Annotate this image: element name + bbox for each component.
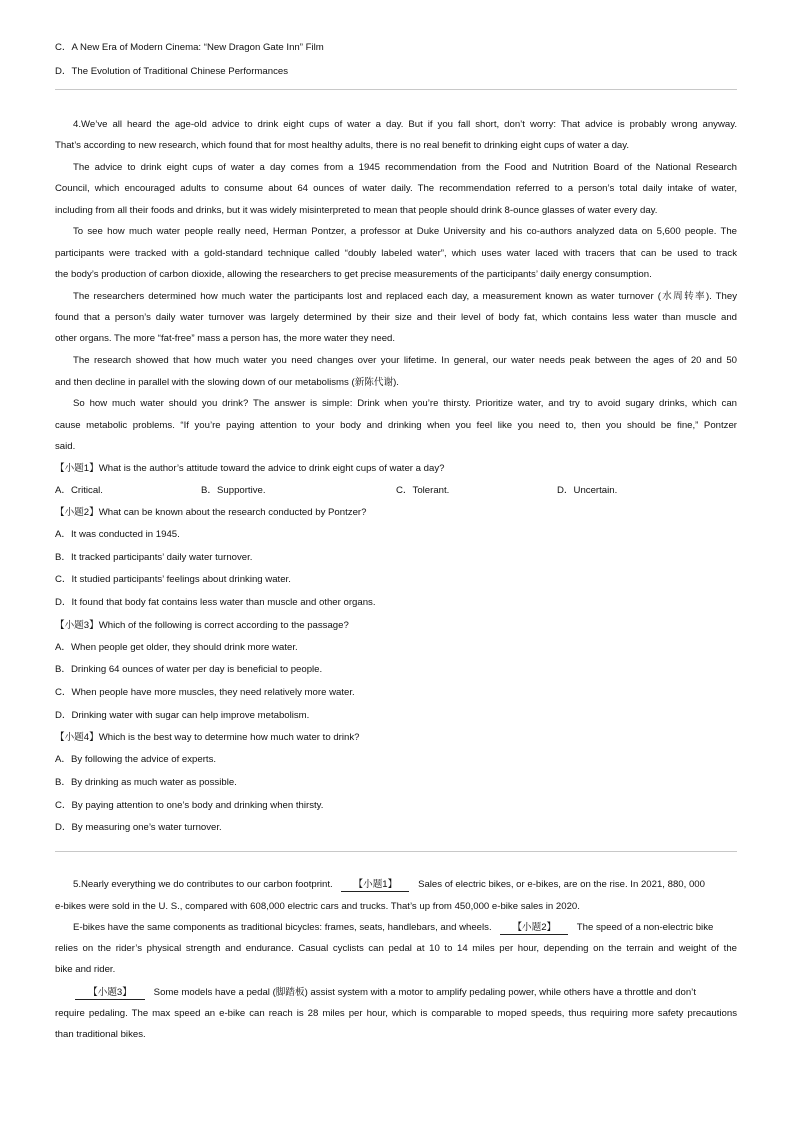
paragraph-line: Council, which encouraged adults to consume about 64 ounces of water daily. The recommendation referred to a person’s total daily intake of water,: [55, 183, 737, 194]
previous-option-c: C．A New Era of Modern Cinema: “New Dragon Gate Inn” Film: [55, 42, 324, 53]
paragraph-text: Sales of electric bikes, or e-bikes, are on the rise. In 2021, 880, 000: [418, 879, 705, 890]
paragraph-line: other organs. The more “fat-free” mass a person has, the more water they need.: [55, 333, 396, 344]
answer-option-a[interactable]: A．Critical.: [55, 485, 103, 496]
paragraph-line: 4.We’ve all heard the age-old advice to drink eight cups of water a day. But if you fall short, don’t worry: That advice is probably wrong anyway.: [73, 119, 737, 130]
answer-option-a[interactable]: A．By following the advice of experts.: [55, 754, 217, 765]
paragraph-line: bike and rider.: [55, 964, 116, 975]
answer-option-a[interactable]: A．It was conducted in 1945.: [55, 529, 180, 540]
answer-option-d[interactable]: D．By measuring one’s water turnover.: [55, 822, 222, 833]
paragraph-line: relies on the rider’s physical strength and endurance. Casual cyclists can pedal at 10 to 14 miles per hour, depending on the terrain and weight of the: [55, 943, 737, 954]
answer-option-d[interactable]: D．Drinking water with sugar can help improve metabolism.: [55, 710, 310, 721]
previous-option-d: D．The Evolution of Traditional Chinese Performances: [55, 66, 289, 77]
answer-option-d[interactable]: D．Uncertain.: [557, 485, 618, 496]
section-divider: [55, 89, 737, 90]
paragraph-line: To see how much water people really need, Herman Pontzer, a professor at Duke University and his co-authors analyzed data on 5,600 people. The: [73, 226, 737, 237]
answer-blank-1[interactable]: 【小题1】: [341, 879, 409, 892]
paragraph-line: The researchers determined how much water the participants lost and replaced each day, a measurement known as water turnover (水周转率). They: [73, 291, 737, 302]
paragraph-line: including from all their foods and drinks, but it was widely misinterpreted to mean that people should drink 8-ounce glasses of water every day.: [55, 205, 658, 216]
question-stem: 【小题1】What is the author’s attitude toward the advice to drink eight cups of water a day?: [55, 463, 445, 474]
question-stem: 【小题2】What can be known about the research conducted by Pontzer?: [55, 507, 367, 518]
paragraph-line: found that a person’s daily water turnover was largely determined by their size and their level of body fat, which contains less water than muscle and: [55, 312, 737, 323]
question-stem: 【小题3】Which of the following is correct according to the passage?: [55, 620, 349, 631]
answer-option-d[interactable]: D．It found that body fat contains less water than muscle and other organs.: [55, 597, 376, 608]
paragraph-line: said.: [55, 441, 76, 452]
paragraph-line: and then decline in parallel with the slowing down of our metabolisms (新陈代谢).: [55, 377, 399, 388]
paragraph-line: The advice to drink eight cups of water a day comes from a 1945 recommendation from the Food and Nutrition Board of the National Research: [73, 162, 737, 173]
answer-blank-2[interactable]: 【小题2】: [500, 922, 568, 935]
answer-option-b[interactable]: B．Drinking 64 ounces of water per day is beneficial to people.: [55, 664, 323, 675]
paragraph-line: [73, 879, 737, 892]
paragraph-line: e-bikes were sold in the U. S., compared with 608,000 electric cars and trucks. That’s up from 450,000 e-bike sales in 2020.: [55, 901, 580, 912]
answer-option-b[interactable]: B．By drinking as much water as possible.: [55, 777, 237, 788]
paragraph-line: [73, 922, 737, 935]
answer-option-c[interactable]: C．Tolerant.: [396, 485, 450, 496]
section-divider: [55, 851, 737, 852]
answer-option-b[interactable]: B．Supportive.: [201, 485, 266, 496]
answer-option-c[interactable]: C．When people have more muscles, they need relatively more water.: [55, 687, 355, 698]
paragraph-line: That’s according to new research, which found that for most healthy adults, there is no real benefit to drinking eight cups of water a day.: [55, 140, 629, 151]
paragraph-text: E-bikes have the same components as traditional bicycles: frames, seats, handlebars, and wheels.: [73, 922, 492, 933]
paragraph-line: the body’s production of carbon dioxide, allowing the researchers to get precise measurements of the participants’ daily energy consumption.: [55, 269, 652, 280]
answer-option-c[interactable]: C．It studied participants’ feelings about drinking water.: [55, 574, 291, 585]
answer-option-c[interactable]: C．By paying attention to one’s body and drinking when thirsty.: [55, 800, 324, 811]
answer-option-b[interactable]: B．It tracked participants’ daily water turnover.: [55, 552, 253, 563]
paragraph-line: than traditional bikes.: [55, 1029, 146, 1040]
paragraph-line: So how much water should you drink? The answer is simple: Drink when you’re thirsty. Prioritize water, and try to avoid sugary drinks, which can: [73, 398, 737, 409]
paragraph-line: The research showed that how much water you need changes over your lifetime. In general, our water needs peak between the ages of 20 and 50: [73, 355, 737, 366]
paragraph-line: cause metabolic problems. “If you’re paying attention to your body and drinking when you feel like you need to, then you should be fine,” Pontzer: [55, 420, 737, 431]
paragraph-text: The speed of a non-electric bike: [576, 922, 714, 933]
paragraph-line: [75, 987, 737, 1000]
answer-option-a[interactable]: A．When people get older, they should drink more water.: [55, 642, 298, 653]
paragraph-line: require pedaling. The max speed an e-bike can reach is 28 miles per hour, which is comparable to moped speeds, thus requiring more safety precautions: [55, 1008, 737, 1019]
paragraph-text: Some models have a pedal (脚踏板) assist system with a motor to amplify pedaling power, while others have a throttle and don’t: [153, 987, 696, 998]
paragraph-line: participants were tracked with a gold-standard technique called “doubly labeled water”, which uses water laced with tracers that can be used to track: [55, 248, 737, 259]
question-stem: 【小题4】Which is the best way to determine how much water to drink?: [55, 732, 360, 743]
paragraph-text: 5.Nearly everything we do contributes to our carbon footprint.: [73, 879, 333, 890]
answer-blank-3[interactable]: 【小题3】: [75, 987, 145, 1000]
